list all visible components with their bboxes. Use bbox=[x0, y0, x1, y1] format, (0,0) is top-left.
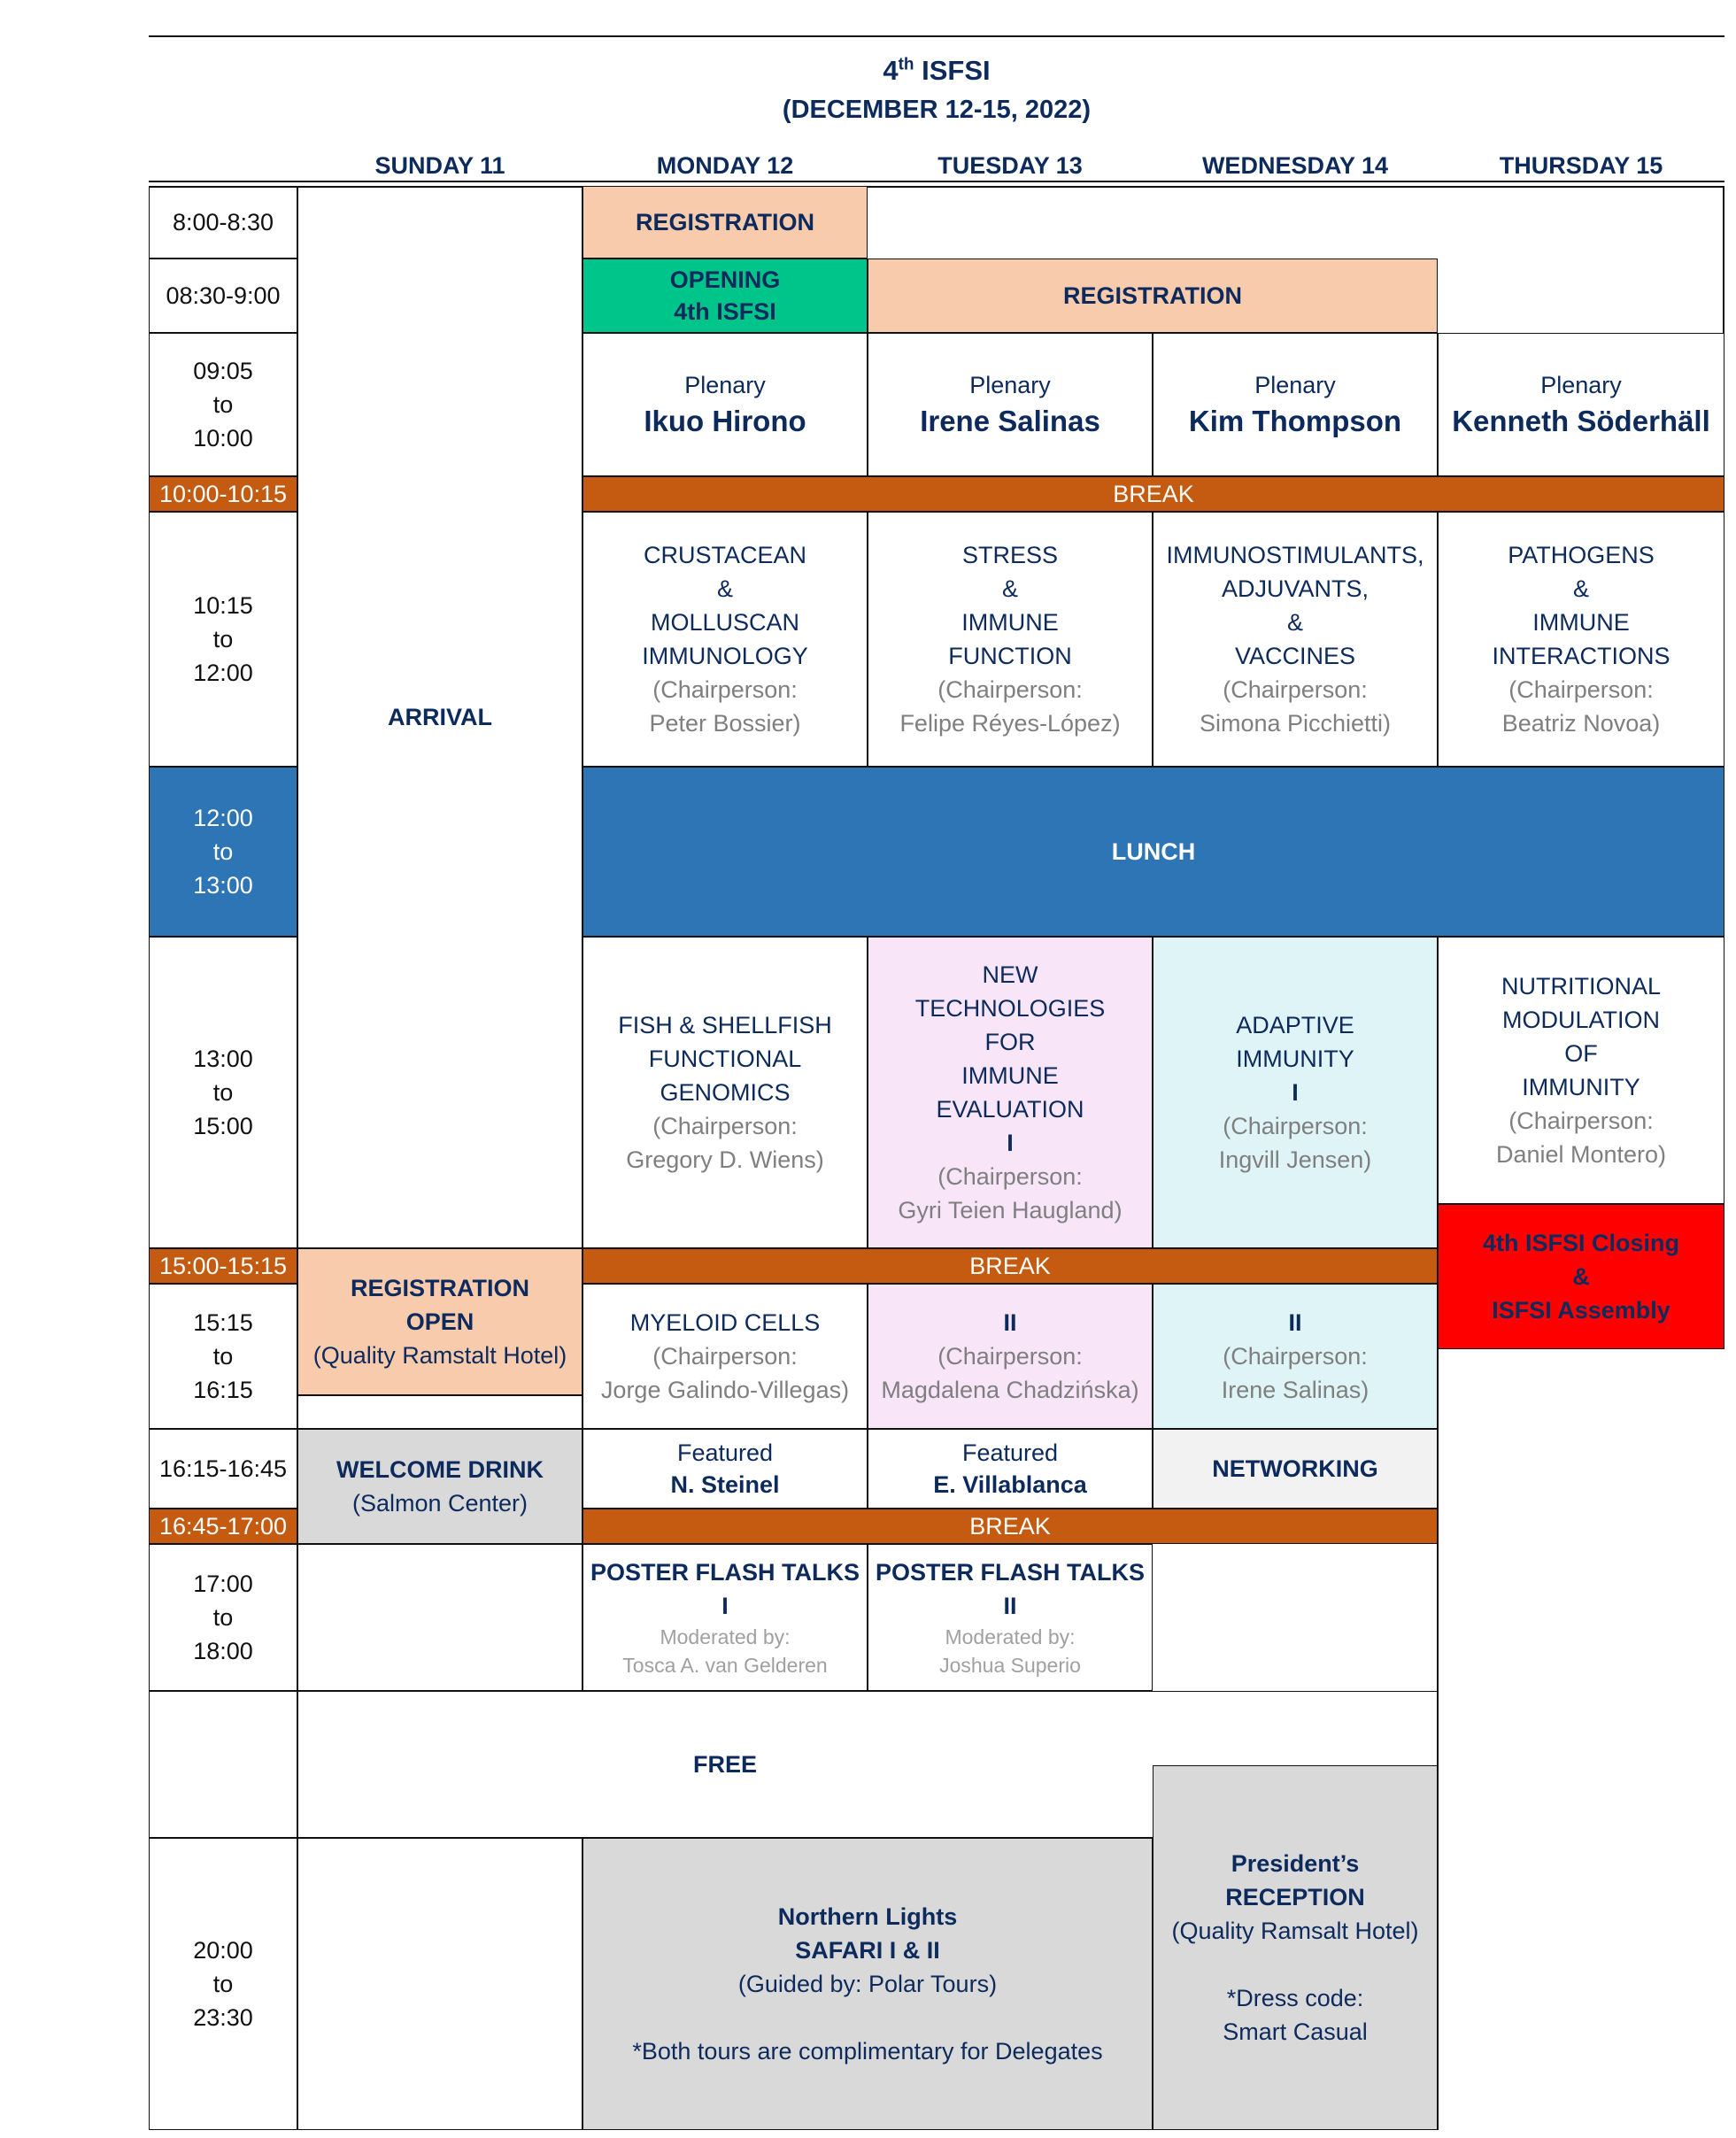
time-slot-0830: 08:30-9:00 bbox=[149, 259, 297, 333]
networking-cell: NETWORKING bbox=[1153, 1429, 1438, 1509]
time-slot-2000: 20:00 to 23:30 bbox=[149, 1838, 297, 2130]
break-evening: BREAK bbox=[583, 1509, 1438, 1544]
day-header-wednesday: WEDNESDAY 14 bbox=[1201, 152, 1389, 179]
time-slot-0905: 09:05 to 10:00 bbox=[149, 333, 297, 476]
time-slot-1000: 10:00-10:15 bbox=[149, 476, 297, 512]
plenary-thursday: Plenary Kenneth Söderhäll bbox=[1438, 333, 1724, 476]
header-rule-1 bbox=[149, 181, 1724, 182]
poster-flash-talks-ii: POSTER FLASH TALKS II Moderated by: Joshua Superio bbox=[868, 1544, 1153, 1691]
session-stress: STRESS & IMMUNE FUNCTION (Chairperson: Felipe Réyes-López) bbox=[868, 512, 1153, 767]
arrival-cell: ARRIVAL bbox=[297, 186, 583, 1248]
session-pathogens: PATHOGENS & IMMUNE INTERACTIONS (Chairperson: Beatriz Novoa) bbox=[1438, 512, 1724, 767]
day-header-sunday: SUNDAY 11 bbox=[374, 152, 505, 179]
day-header-tuesday: TUESDAY 13 bbox=[937, 152, 1083, 179]
free-cell: FREE bbox=[297, 1691, 1438, 1838]
session-genomics: FISH & SHELLFISH FUNCTIONAL GENOMICS (Chairperson: Gregory D. Wiens) bbox=[583, 937, 868, 1248]
session-myeloid-cells: MYELOID CELLS (Chairperson: Jorge Galindo-Villegas) bbox=[583, 1284, 868, 1429]
time-slot-1300: 13:00 to 15:00 bbox=[149, 937, 297, 1248]
right-rule-top bbox=[1723, 186, 1724, 333]
row-rule-0800 bbox=[868, 186, 1724, 188]
session-new-technologies: NEW TECHNOLOGIES FOR IMMUNE EVALUATION I (Chairperson: Gyri Teien Haugland) bbox=[868, 937, 1153, 1248]
featured-tuesday: Featured E. Villablanca bbox=[868, 1429, 1153, 1509]
closing-assembly-cell: 4th ISFSI Closing & ISFSI Assembly bbox=[1438, 1204, 1724, 1349]
session-immunostimulants: IMMUNOSTIMULANTS, ADJUVANTS, & VACCINES (Chairperson: Simona Picchietti) bbox=[1153, 512, 1438, 767]
day-header-thursday: THURSDAY 15 bbox=[1499, 152, 1663, 179]
session-adaptive-immunity-ii: II (Chairperson: Irene Salinas) bbox=[1153, 1284, 1438, 1429]
time-slot-0800: 8:00-8:30 bbox=[149, 186, 297, 259]
wednesday-right-rule bbox=[1437, 1349, 1439, 2130]
welcome-drink-cell: WELCOME DRINK (Salmon Center) bbox=[297, 1429, 583, 1544]
time-slot-1200: 12:00 to 13:00 bbox=[149, 767, 297, 937]
time-slot-1500: 15:00-15:15 bbox=[149, 1248, 297, 1284]
plenary-wednesday: Plenary Kim Thompson bbox=[1153, 333, 1438, 476]
time-slot-1700: 17:00 to 18:00 bbox=[149, 1544, 297, 1691]
break-afternoon: BREAK bbox=[583, 1248, 1438, 1284]
session-adaptive-immunity: ADAPTIVE IMMUNITY I (Chairperson: Ingvill Jensen) bbox=[1153, 937, 1438, 1248]
page-title: 4th ISFSI bbox=[883, 55, 991, 86]
plenary-monday: Plenary Ikuo Hirono bbox=[583, 333, 868, 476]
time-slot-1615: 16:15-16:45 bbox=[149, 1429, 297, 1509]
registration-tue-wed: REGISTRATION bbox=[868, 259, 1438, 333]
presidents-reception-cell: President’s RECEPTION (Quality Ramsalt Hotel) *Dress code: Smart Casual bbox=[1153, 1765, 1438, 2130]
time-slot-1015: 10:15 to 12:00 bbox=[149, 512, 297, 767]
time-slot-1515: 15:15 to 16:15 bbox=[149, 1284, 297, 1429]
opening-cell: OPENING 4th ISFSI bbox=[583, 259, 868, 333]
featured-monday: Featured N. Steinel bbox=[583, 1429, 868, 1509]
page-subtitle-dates: (DECEMBER 12-15, 2022) bbox=[782, 96, 1092, 124]
break-morning: BREAK bbox=[583, 476, 1724, 512]
sunday-evening-empty bbox=[297, 1544, 583, 1691]
session-new-technologies-ii: II (Chairperson: Magdalena Chadzińska) bbox=[868, 1284, 1153, 1429]
top-rule bbox=[149, 35, 1724, 37]
sunday-night-empty bbox=[297, 1838, 583, 2130]
time-slot-1645: 16:45-17:00 bbox=[149, 1509, 297, 1544]
session-nutritional: NUTRITIONAL MODULATION OF IMMUNITY (Chairperson: Daniel Montero) bbox=[1438, 937, 1724, 1204]
registration-open-cell: REGISTRATION OPEN (Quality Ramstalt Hotel) bbox=[297, 1248, 583, 1395]
day-header-monday: MONDAY 12 bbox=[656, 152, 794, 179]
poster-flash-talks-i: POSTER FLASH TALKS I Moderated by: Tosca A. van Gelderen bbox=[583, 1544, 868, 1691]
sunday-empty-cell bbox=[297, 1395, 583, 1429]
lunch-cell: LUNCH bbox=[583, 767, 1724, 937]
time-slot-empty bbox=[149, 1691, 297, 1838]
registration-monday: REGISTRATION bbox=[583, 186, 868, 259]
session-crustacean: CRUSTACEAN & MOLLUSCAN IMMUNOLOGY (Chairperson: Peter Bossier) bbox=[583, 512, 868, 767]
plenary-tuesday: Plenary Irene Salinas bbox=[868, 333, 1153, 476]
northern-lights-safari-cell: Northern Lights SAFARI I & II (Guided by: Polar Tours) *Both tours are complimentary for Delegates bbox=[583, 1838, 1153, 2130]
